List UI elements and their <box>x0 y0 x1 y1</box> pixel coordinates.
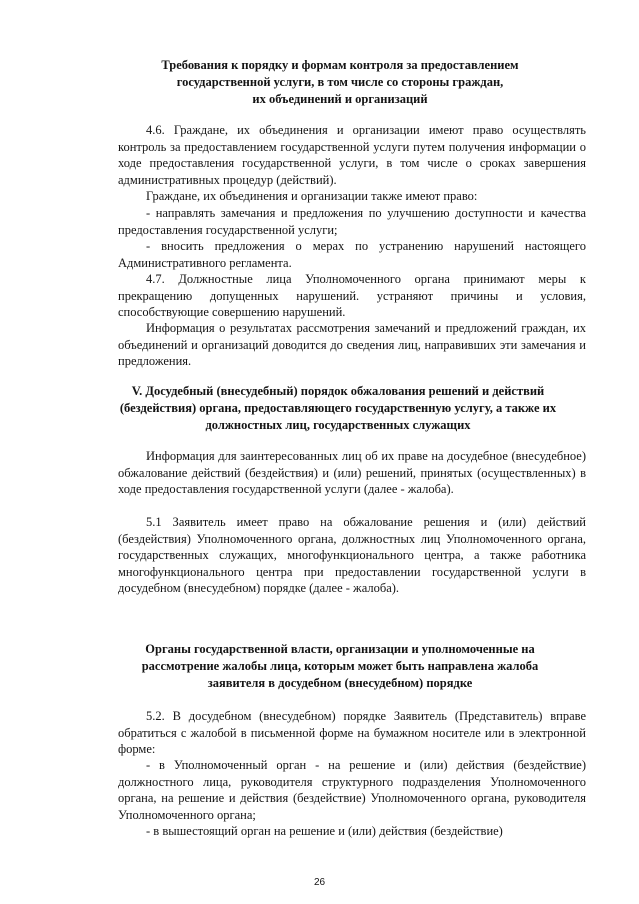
bullet-higher-body: - в вышестоящий орган на решение и (или) действия (бездействие) <box>146 824 503 838</box>
paragraph-results-info: Информация о результатах рассмотрения замечаний и предложений граждан, их объединений и организаций доводится до сведения лиц, направивших эти замечания и предложения. <box>118 321 586 369</box>
section-heading-control <box>90 57 590 108</box>
bullet-remarks: - направлять замечания и предложения по улучшению доступности и качества предоставления государственной услуги; <box>118 206 586 237</box>
paragraph-5-1: 5.1 Заявитель имеет право на обжалование решения и (или) действий (бездействия) Уполномоченного органа, должностных лиц Уполномоченного органа, государственных служащих, многофункционального центра, а также работника многофункционального центра при предоставлении государственной услуги в досудебном (внесудебном) порядке (далее - жалоба). <box>118 515 586 596</box>
section-heading-v <box>78 383 598 434</box>
bullet-authorized-body: - в Уполномоченный орган - на решение и (или) действия (бездействие) должностного лица, руководителя структурного подразделения Уполномоченного органа, на решение и действия (бездействие) Уполномоченного органа, руководителя Уполномоченного органа; <box>118 758 586 822</box>
heading-line: рассмотрение жалобы лица, которым может быть направлена жалоба <box>141 659 539 673</box>
paragraph-4-7: 4.7. Должностные лица Уполномоченного органа принимают меры к прекращению допущенных нарушений. устраняют причины и условия, способствующие совершению нарушений. <box>118 272 586 320</box>
heading-line: заявителя в досудебном (внесудебном) порядке <box>207 676 473 690</box>
heading-line: V. Досудебный (внесудебный) порядок обжалования решений и действий <box>131 384 545 398</box>
paragraph-complaint-info: Информация для заинтересованных лиц об их праве на досудебное (внесудебное) обжалование действий (бездействия) и (или) решений, принятых (осуществленных) в ходе предоставления государственной услуги (далее - жалоба). <box>118 449 586 497</box>
bullet-proposals: - вносить предложения о мерах по устранению нарушений настоящего Административного регламента. <box>118 239 586 270</box>
heading-line: Требования к порядку и формам контроля за предоставлением <box>161 58 519 72</box>
heading-line: Органы государственной власти, организации и уполномоченные на <box>145 642 535 656</box>
page-number: 26 <box>313 877 326 888</box>
paragraph-4-6: 4.6. Граждане, их объединения и организации имеют право осуществлять контроль за предоставлением государственной услуги путем получения информации о ходе предоставления государственной услуги, в том числе о сроках завершения административных процедур (действий). <box>118 123 586 187</box>
heading-line: государственной услуги, в том числе со стороны граждан, <box>176 75 504 89</box>
paragraph-5-2: 5.2. В досудебном (внесудебном) порядке Заявитель (Представитель) вправе обратиться с жалобой в письменной форме на бумажном носителе или в электронной форме: <box>118 709 586 757</box>
section-heading-bodies <box>90 641 590 692</box>
heading-line: их объединений и организаций <box>252 92 428 106</box>
heading-line: должностных лиц, государственных служащих <box>205 418 471 432</box>
paragraph-rights: Граждане, их объединения и организации также имеют право: <box>146 189 478 203</box>
heading-line: (бездействия) органа, предоставляющего государственную услугу, а также их <box>119 401 557 415</box>
